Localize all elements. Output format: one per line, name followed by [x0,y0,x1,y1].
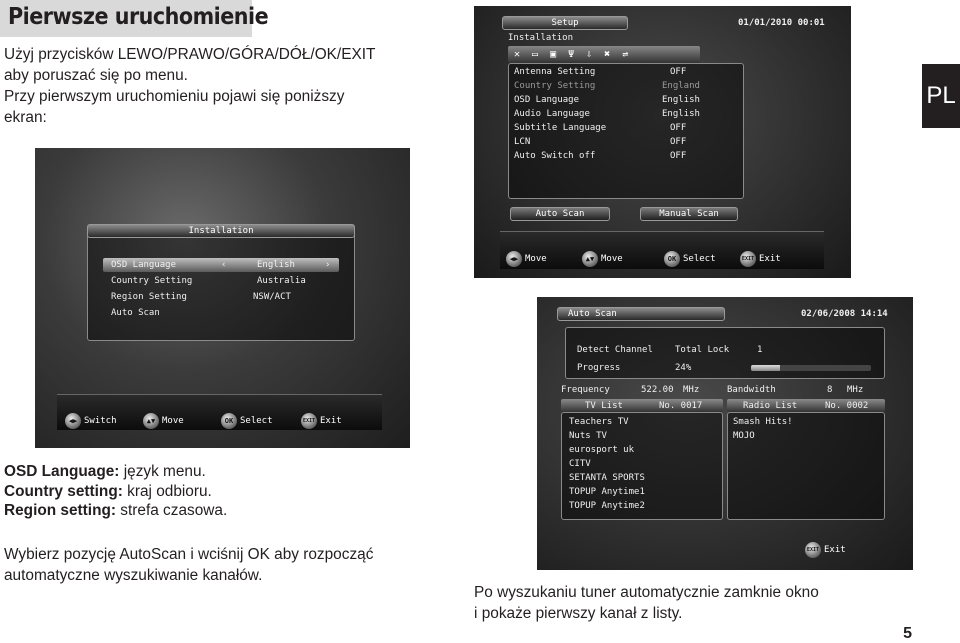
switch-label: Switch [84,416,117,426]
manual-scan-button[interactable]: Manual Scan [640,207,738,221]
row-label[interactable]: Auto Scan [111,308,160,318]
tv-channel[interactable]: eurosport uk [569,445,635,455]
select-button[interactable] [664,251,716,267]
exit-button[interactable] [805,542,846,558]
usb-icon[interactable]: ⇌ [622,49,629,60]
definition: strefa czasowa. [116,502,228,519]
exit-button[interactable] [740,251,781,267]
tv-list-label: TV List [585,401,623,411]
note-line: Po wyszukaniu tuner automatycznie zamknie okno [474,584,819,601]
desc-line [4,482,464,502]
frequency-label: Frequency [561,385,610,395]
setup-icon-row [508,46,700,63]
move-lr-button[interactable] [506,251,547,267]
exit-label: Exit [320,416,342,426]
setup-subheader: Installation [508,33,574,43]
instruction-line: automatyczne wyszukiwanie kanałów. [4,567,263,584]
row-value: Australia [257,276,306,286]
bandwidth-label: Bandwidth [727,385,776,395]
progress-bar [751,365,871,371]
intro-line: aby poruszać się po menu. [4,67,188,84]
row-label[interactable]: OSD Language [111,260,177,270]
definition: język menu. [119,463,206,480]
left-right-icon: ◀▶ [506,251,522,267]
detect-channel-label: Detect Channel [577,345,653,355]
intro-line: Przy pierwszym uruchomieniu pojawi się poniższy [4,88,345,105]
select-label: Select [240,416,273,426]
radio-list-label: Radio List [743,401,798,411]
ok-icon: OK [221,413,237,429]
select-label: Select [683,254,716,264]
autoscan-screen [537,297,913,570]
progress-fill [751,365,780,371]
row-value: OFF [670,151,687,161]
radio-channel[interactable]: Smash Hits! [733,417,793,427]
datetime: 02/06/2008 14:14 [801,309,888,319]
row-value: OFF [670,123,687,133]
radio-list-panel [727,412,885,520]
progress-label: Progress [577,363,621,373]
auto-scan-button[interactable]: Auto Scan [510,207,610,221]
radio-count: No. 0002 [825,401,869,411]
frequency-unit: MHz [683,385,700,395]
section-title: Pierwsze uruchomienie [8,4,269,30]
intro-text [4,44,446,128]
bandwidth-value: 8 [827,385,833,395]
tv-channel[interactable]: TOPUP Anytime1 [569,487,645,497]
term: Region setting: [4,502,117,519]
move-ud-button[interactable] [582,251,623,267]
radio-channel[interactable]: MOJO [733,431,755,441]
exit-label: Exit [759,254,781,264]
tools-cross-icon[interactable]: ✖ [604,49,611,60]
ok-icon: OK [664,251,680,267]
installation-header [87,224,355,238]
move-label: Move [525,254,547,264]
select-button[interactable] [221,413,273,429]
row-label[interactable]: Auto Switch off [514,151,596,161]
total-lock-label: Total Lock [675,345,730,355]
move-label: Move [601,254,623,264]
progress-value: 24% [675,363,692,373]
row-label[interactable]: OSD Language [514,95,580,105]
desc-line [4,462,464,482]
bandwidth-unit: MHz [847,385,864,395]
exit-icon: EXIT [740,251,756,267]
row-label[interactable]: Antenna Setting [514,67,596,77]
autoscan-instruction [4,544,474,586]
tv-channel[interactable]: TOPUP Anytime2 [569,501,645,511]
chevron-left-icon[interactable]: ‹ [221,260,227,270]
installation-header-label: Installation [188,226,254,236]
antenna-icon[interactable]: Ψ [568,49,575,60]
up-down-icon: ▲▼ [582,251,598,267]
tools-icon[interactable]: ✕ [514,49,521,60]
move-label: Move [162,416,184,426]
exit-icon: EXIT [301,413,317,429]
row-value: NSW/ACT [253,292,291,302]
row-label[interactable]: Subtitle Language [514,123,607,133]
note-line: i pokaże pierwszy kanał z listy. [474,605,683,622]
calendar-icon[interactable]: ▣ [550,49,557,60]
after-scan-note [474,582,914,624]
installation-screen [35,148,410,448]
term: OSD Language: [4,463,120,480]
total-lock-value: 1 [757,345,763,355]
move-button[interactable] [143,413,184,429]
intro-line: ekran: [4,109,47,126]
chevron-right-icon[interactable]: › [325,260,331,270]
setup-header [502,16,628,30]
language-tab: PL [922,64,960,128]
tv-icon[interactable]: ▭ [532,49,539,60]
datetime: 01/01/2010 00:01 [738,18,825,28]
exit-icon: EXIT [805,542,821,558]
row-value: OFF [670,137,687,147]
frequency-value: 522.00 [641,385,674,395]
row-value: English [662,109,700,119]
up-down-icon: ▲▼ [143,413,159,429]
row-label[interactable]: Audio Language [514,109,590,119]
tv-channel[interactable]: CITV [569,459,591,469]
autoscan-header [557,307,725,321]
tv-channel[interactable]: Teachers TV [569,417,629,427]
row-value: English [662,95,700,105]
desc-line [4,501,464,521]
left-right-icon: ◀▶ [65,413,81,429]
setup-header-label: Setup [551,18,579,28]
settings-description [4,462,464,521]
intro-line: Użyj przycisków LEWO/PRAWO/GÓRA/DÓŁ/OK/EXIT [4,46,376,63]
row-value: England [662,81,700,91]
row-value: OFF [670,67,687,77]
download-icon[interactable]: ⇩ [586,49,593,60]
tv-count: No. 0017 [659,401,703,411]
page-number: 5 [903,625,912,642]
autoscan-header-label: Auto Scan [568,309,617,319]
row-label[interactable]: Region Setting [111,292,187,302]
term: Country setting: [4,482,123,500]
tv-channel[interactable]: Nuts TV [569,431,607,441]
row-value: English [257,260,295,270]
exit-button[interactable] [301,413,342,429]
definition: kraj odbioru. [122,482,212,500]
instruction-line: Wybierz pozycję AutoScan i wciśnij OK aby rozpocząć [4,546,374,563]
row-label[interactable]: Country Setting [514,81,596,91]
tv-channel[interactable]: SETANTA SPORTS [569,473,645,483]
exit-label: Exit [824,545,846,555]
row-label[interactable]: LCN [514,137,531,147]
setup-screen [474,6,851,278]
switch-button[interactable] [65,413,117,429]
row-label[interactable]: Country Setting [111,276,193,286]
